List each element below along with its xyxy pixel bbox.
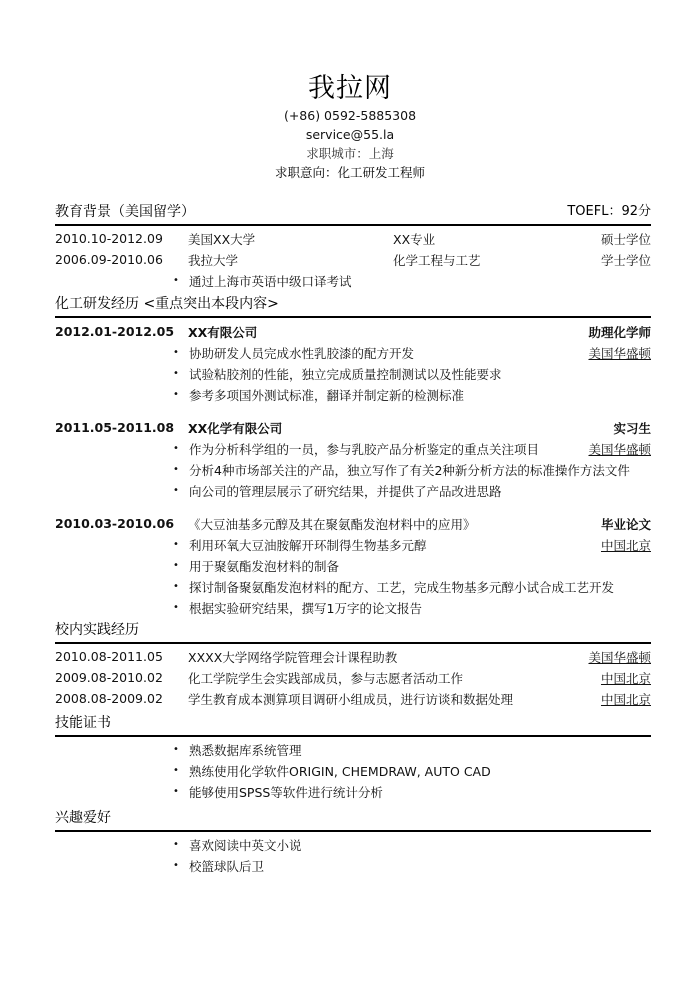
bullet-icon: • (173, 581, 179, 592)
bullet-icon: • (173, 389, 179, 400)
education-header (55, 202, 651, 226)
bullet-icon: • (173, 485, 179, 496)
bullet-icon: • (173, 464, 179, 475)
phone-number: (+86) 0592-5885308 (283, 108, 417, 123)
list-item (55, 739, 651, 760)
section-title: 化工研发经历 <重点突出本段内容> (55, 296, 279, 312)
list-item (55, 855, 651, 876)
section-title: 兴趣爱好 (55, 810, 111, 826)
bullet-text: 分析4种市场部关注的产品，独立写作了有关2种新分析方法的标准操作方法文件 (189, 462, 630, 478)
bullet-text: 校篮球队后卫 (189, 858, 265, 874)
company-name: XX化学有限公司 (188, 420, 283, 436)
bullet-icon: • (173, 860, 179, 871)
campus-section (55, 620, 651, 709)
hobbies-section (55, 808, 651, 876)
bullet-text: 向公司的管理层展示了研究结果，并提供了产品改进思路 (189, 483, 502, 499)
bullet-text: 能够使用SPSS等软件进行统计分析 (189, 784, 383, 800)
list-item (55, 576, 651, 597)
location-link[interactable]: 美国华盛顿 (588, 441, 651, 457)
bullet-icon: • (173, 443, 179, 454)
major-name: 化学工程与工艺 (393, 252, 481, 268)
location-link[interactable]: 美国华盛顿 (588, 649, 651, 665)
bullet-icon: • (173, 368, 179, 379)
date-range: 2011.05-2011.08 (55, 420, 175, 435)
list-item (55, 363, 651, 384)
list-item (55, 834, 651, 855)
experience-section (55, 294, 651, 618)
list-item (55, 438, 651, 459)
job-intent: 求职意向：化工研发工程师 (274, 165, 425, 180)
bullet-text: 利用环氧大豆油胺解开环制得生物基多元醇 (189, 537, 427, 553)
date-range: 2010.03-2010.06 (55, 516, 175, 531)
location-link[interactable]: 中国北京 (600, 670, 651, 686)
bullet-text: 熟练使用化学软件ORIGIN, CHEMDRAW, AUTO CAD (189, 763, 491, 779)
section-title: 教育背景（美国留学） (55, 204, 195, 220)
bullet-icon: • (173, 602, 179, 613)
section-title: 校内实践经历 (55, 622, 139, 638)
location-link[interactable]: 中国北京 (600, 691, 651, 707)
location-link[interactable]: 中国北京 (600, 537, 651, 553)
resume-header (0, 72, 700, 182)
job-row (55, 417, 651, 438)
activity-desc: 学生教育成本测算项目调研小组成员，进行访谈和数据处理 (188, 691, 514, 707)
list-item (55, 534, 651, 555)
bullet-text: 探讨制备聚氨酯发泡材料的配方、工艺，完成生物基多元醇小试合成工艺开发 (189, 579, 615, 595)
bullet-icon: • (173, 765, 179, 776)
bullet-icon: • (173, 275, 179, 286)
thesis-title: 《大豆油基多元醇及其在聚氨酯发泡材料中的应用》 (188, 516, 476, 532)
list-item (55, 597, 651, 618)
campus-row (55, 646, 651, 667)
bullet-text: 参考多项国外测试标准，翻译并制定新的检测标准 (189, 387, 465, 403)
bullet-text: 协助研发人员完成水性乳胶漆的配方开发 (189, 345, 415, 361)
bullet-icon: • (173, 347, 179, 358)
bullet-icon: • (173, 744, 179, 755)
position-title: 实习生 (613, 420, 651, 436)
hobbies-header (55, 808, 651, 832)
school-name: 我拉大学 (188, 252, 239, 268)
position-title: 助理化学师 (588, 324, 651, 340)
education-section (55, 202, 651, 291)
list-item (55, 342, 651, 363)
skills-header (55, 713, 651, 737)
date-range: 2010.10-2012.09 (55, 231, 163, 246)
bullet-icon: • (173, 560, 179, 571)
school-name: 美国XX大学 (188, 231, 256, 247)
campus-row (55, 667, 651, 688)
bullet-text: 用于聚氨酯发泡材料的制备 (189, 558, 340, 574)
education-row (55, 228, 651, 249)
list-item (55, 555, 651, 576)
location-link[interactable]: 美国华盛顿 (588, 345, 651, 361)
toefl-score: TOEFL：92分 (567, 204, 651, 219)
experience-header (55, 294, 651, 318)
bullet-icon: • (173, 786, 179, 797)
activity-desc: 化工学院学生会实践部成员，参与志愿者活动工作 (188, 670, 464, 686)
job-row (55, 321, 651, 342)
list-item (55, 760, 651, 781)
date-range: 2010.08-2011.05 (55, 649, 163, 664)
position-title: 毕业论文 (600, 516, 651, 532)
job-row (55, 513, 651, 534)
bullet-text: 喜欢阅读中英文小说 (189, 837, 302, 853)
candidate-name: 我拉网 (308, 73, 392, 104)
campus-header (55, 620, 651, 644)
section-title: 技能证书 (55, 715, 111, 731)
list-item (55, 459, 651, 480)
date-range: 2008.08-2009.02 (55, 691, 163, 706)
list-item (55, 480, 651, 501)
skills-section (55, 713, 651, 802)
list-item (55, 781, 651, 802)
campus-row (55, 688, 651, 709)
degree: 硕士学位 (600, 231, 651, 247)
bullet-icon: • (173, 539, 179, 550)
list-item (55, 384, 651, 405)
target-city: 求职城市：上海 (306, 146, 394, 161)
list-item (55, 270, 651, 291)
degree: 学士学位 (600, 252, 651, 268)
bullet-text: 根据实验研究结果，撰写1万字的论文报告 (189, 600, 422, 616)
date-range: 2006.09-2010.06 (55, 252, 163, 267)
bullet-text: 熟悉数据库系统管理 (189, 742, 302, 758)
email-address: service@55.la (305, 127, 395, 142)
bullet-text: 通过上海市英语中级口译考试 (189, 273, 352, 289)
major-name: XX专业 (393, 231, 436, 247)
activity-desc: XXXX大学网络学院管理会计课程助教 (188, 649, 398, 665)
education-row (55, 249, 651, 270)
bullet-icon: • (173, 839, 179, 850)
date-range: 2012.01-2012.05 (55, 324, 175, 339)
company-name: XX有限公司 (188, 324, 258, 340)
date-range: 2009.08-2010.02 (55, 670, 163, 685)
bullet-text: 试验粘胶剂的性能，独立完成质量控制测试以及性能要求 (189, 366, 502, 382)
bullet-text: 作为分析科学组的一员，参与乳胶产品分析鉴定的重点关注项目 (189, 441, 540, 457)
